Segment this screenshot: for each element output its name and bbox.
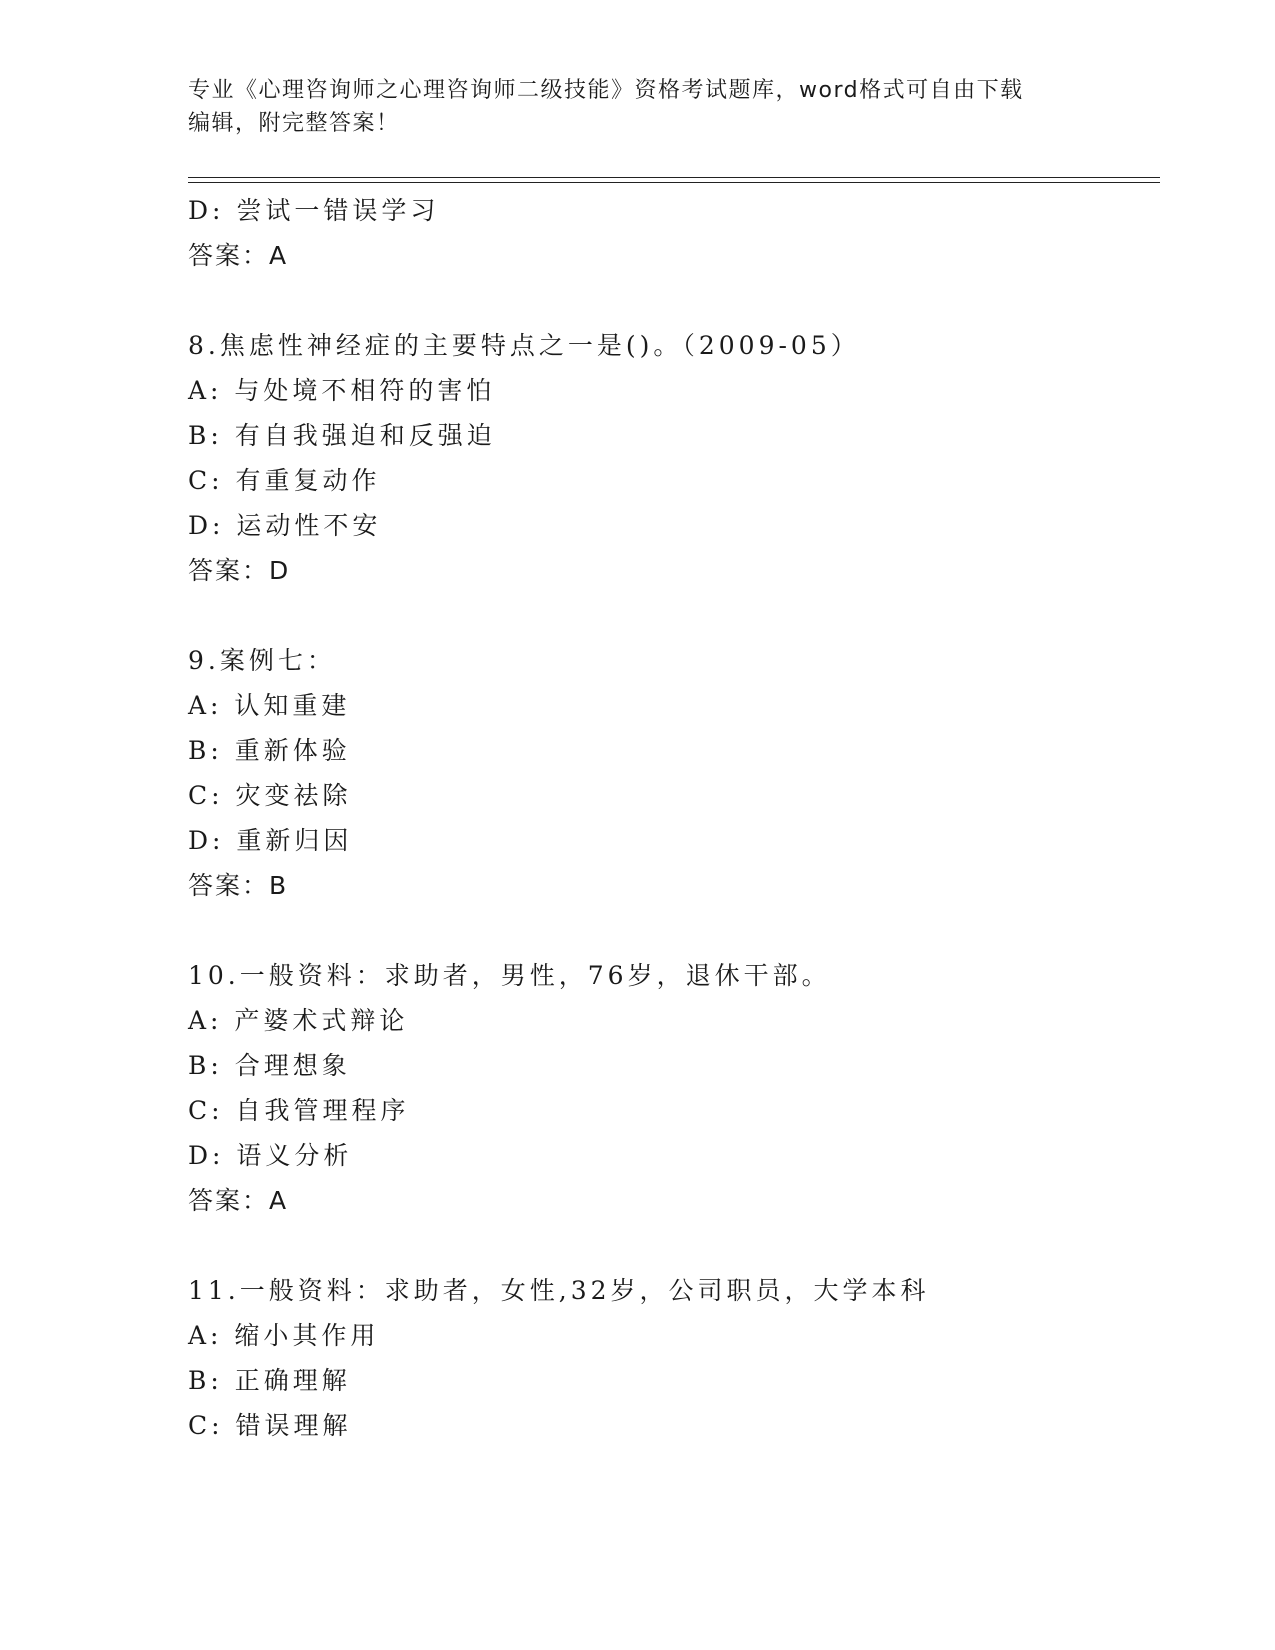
question-9-option-a: A: 认知重建 [188,691,351,720]
question-10-answer: 答案：A [188,1186,289,1215]
question-8-option-b: B: 有自我强迫和反强迫 [188,421,496,450]
question-11-stem: 11.一般资料：求助者，女性,32岁，公司职员，大学本科 [188,1276,930,1305]
question-9-stem: 9.案例七： [188,646,336,675]
question-9-answer: 答案：B [188,871,289,900]
question-11-option-a: A: 缩小其作用 [188,1321,380,1350]
question-8-option-d: D: 运动性不安 [188,511,382,540]
question-11-option-c: C: 错误理解 [188,1411,352,1440]
question-10-option-d: D: 语义分析 [188,1141,353,1170]
question-10-option-c: C: 自我管理程序 [188,1096,410,1125]
question-8-option-c: C: 有重复动作 [188,466,381,495]
question-9-option-b: B: 重新体验 [188,736,351,765]
question-10-stem: 10.一般资料：求助者，男性，76岁，退休干部。 [188,961,831,990]
question-9-option-d: D: 重新归因 [188,826,353,855]
question-8-answer: 答案：D [188,556,291,585]
header-divider-bottom [188,182,1160,183]
prev-answer: 答案：A [188,241,289,270]
header-line-1: 专业《心理咨询师之心理咨询师二级技能》资格考试题库，word格式可自由下载 [188,78,1024,103]
question-10-option-a: A: 产婆术式辩论 [188,1006,409,1035]
question-8-option-a: A: 与处境不相符的害怕 [188,376,496,405]
question-9-option-c: C: 灾变祛除 [188,781,352,810]
document-header [188,74,1088,140]
prev-option-d: D: 尝试一错误学习 [188,196,440,225]
question-8-stem: 8.焦虑性神经症的主要特点之一是()。（2009-05） [188,331,860,360]
question-10-option-b: B: 合理想象 [188,1051,351,1080]
header-line-2: 编辑，附完整答案！ [188,111,400,136]
header-divider-top [188,177,1160,178]
question-11-option-b: B: 正确理解 [188,1366,351,1395]
